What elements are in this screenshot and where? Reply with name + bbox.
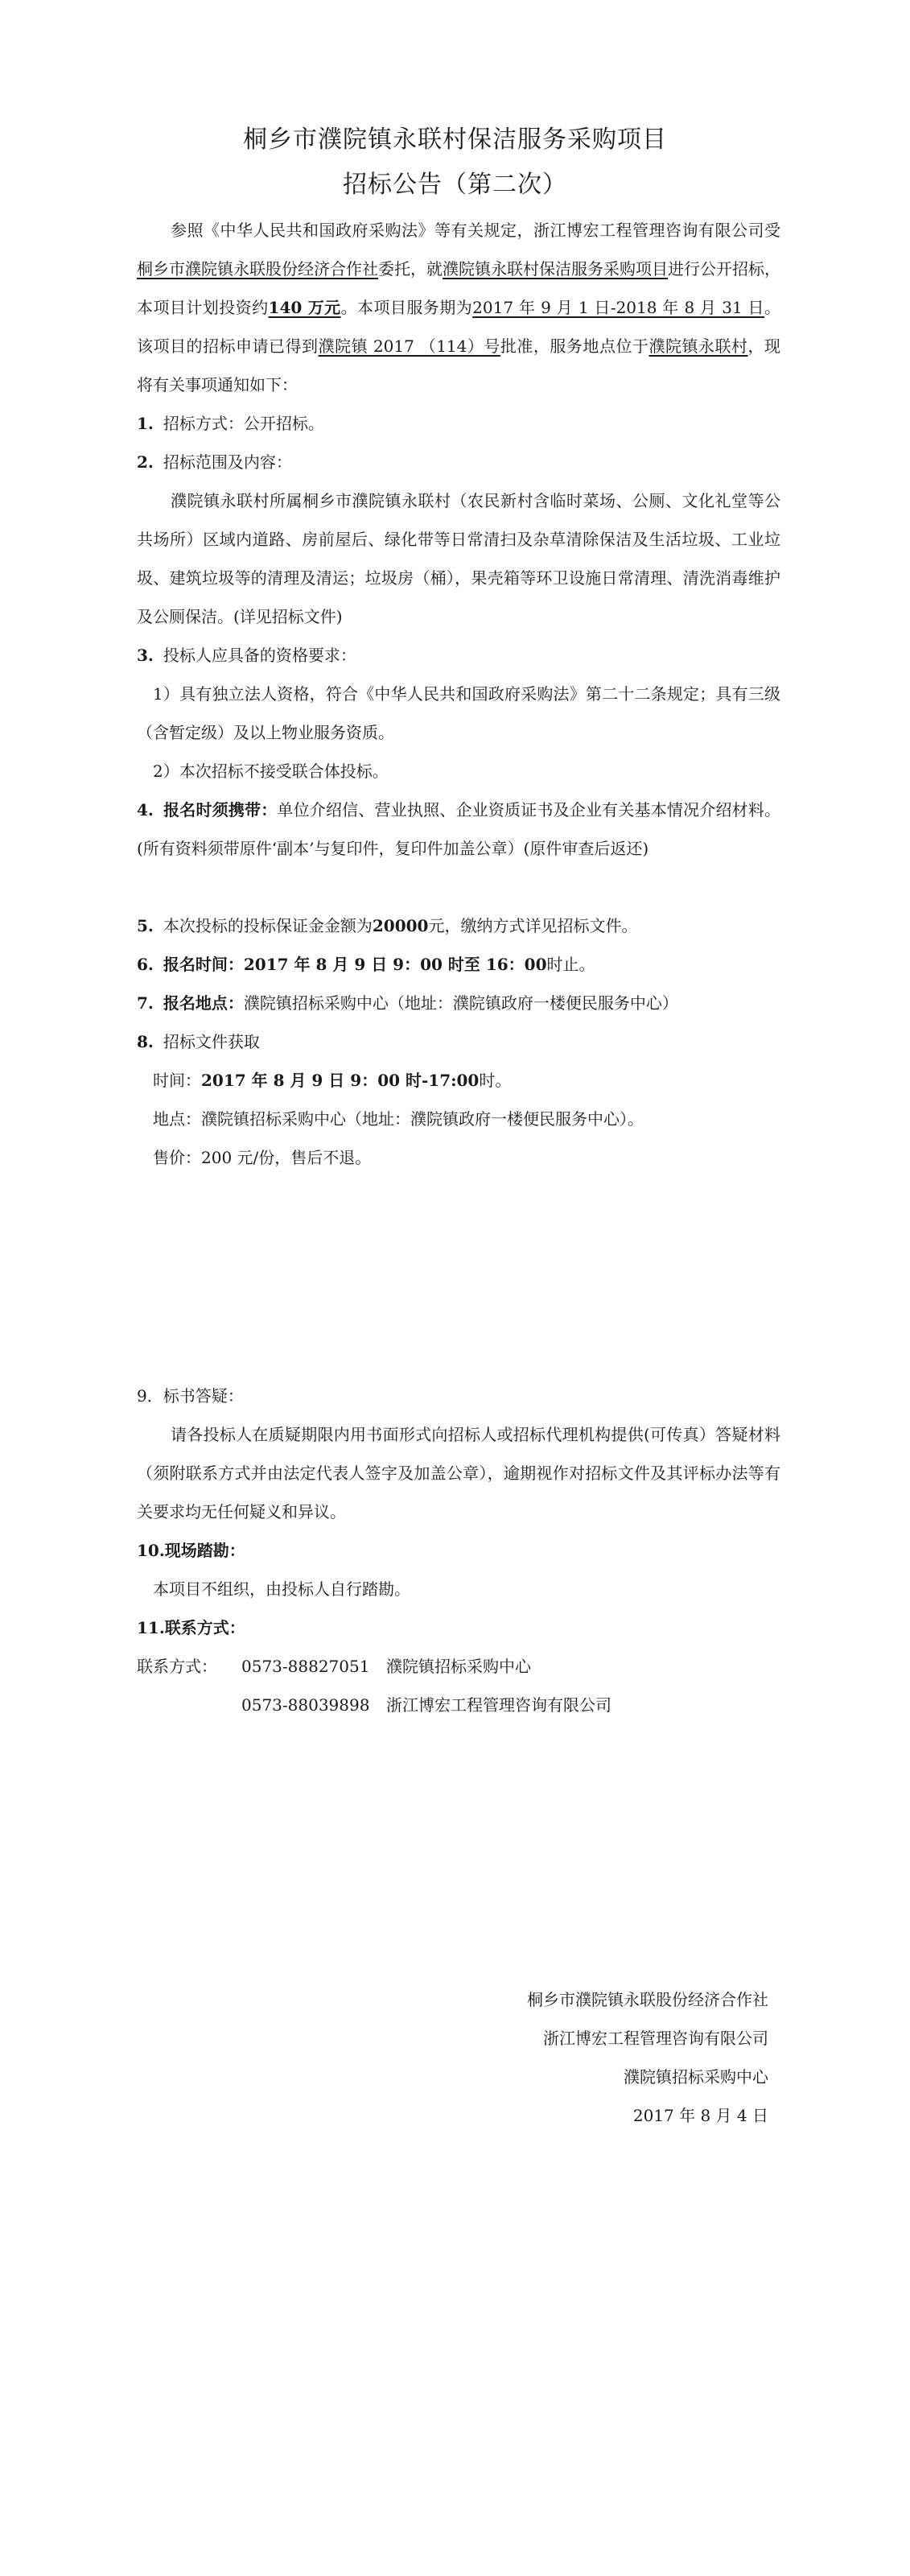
section-11-heading: 联系方式： [164,1618,245,1637]
section-1-heading: 招标方式： [163,414,244,433]
section-4-heading: 报名时须携带： [163,800,278,819]
section-3-item-1: 1）具有独立法人资格，符合《中华人民共和国政府采购法》第二十二条规定；具有三级（含暂定级）及以上物业服务资质。 [137,684,780,742]
budget-amount: 140 万元 [268,298,341,317]
intro-text-5: 。该项目的招标申请已得到 [137,298,780,356]
section-1 [137,404,780,443]
contact-phone-1: 0573-88827051 [241,1657,370,1676]
intro-text-1: 参照《中华人民共和国政府采购法》等有关规定，浙江博宏工程管理咨询有限公司受 [171,221,780,240]
section-10-number: 10. [137,1541,165,1560]
section-2-text: 濮院镇永联村所属桐乡市濮院镇永联村（农民新村含临时菜场、公厕、文化礼堂等公共场所）区域内道路、房前屋后、绿化带等日常清扫及杂草清除保洁及生活垃圾、工业垃圾、建筑垃圾等的清理及清运；垃圾房（桶），果壳箱等环卫设施日常清理、清洗消毒维护及公厕保洁。(详见招标文件) [137,491,780,626]
signature-date: 2017 年 8 月 4 日 [632,2106,768,2125]
section-4 [137,791,780,868]
section-5 [137,906,780,945]
section-9-text: 请各投标人在质疑期限内用书面形式向招标人或招标代理机构提供(可传真）答疑材料（须附联系方式并由法定代表人签字及加盖公章），逾期视作对招标文件及其评标办法等有关要求均无任何疑义和异议。 [137,1425,780,1521]
signatory-3: 濮院镇招标采购中心 [624,2067,768,2087]
section-10-heading: 现场踏勘： [164,1541,245,1560]
section-1-number: 1. [137,414,154,433]
contact-row-2 [137,1686,780,1724]
section-11-number: 11. [137,1618,165,1637]
section-2-number: 2. [137,452,154,472]
section-3 [137,636,780,791]
section-3-heading: 投标人应具备的资格要求： [163,646,356,665]
doc-time-label: 时间： [153,1071,201,1090]
intro-text-7: ，现将有关事项通知如下： [137,336,781,394]
bid-bond-amount: 20000 [372,916,429,935]
section-5-text-b: 元，缴纳方式详见招标文件。 [428,916,638,935]
signature-block [527,1980,768,2135]
section-9-heading: 标书答疑： [163,1386,244,1406]
contact-org-1: 濮院镇招标采购中心 [386,1657,531,1676]
doc-time-tail: 时。 [479,1071,512,1090]
section-9 [137,1377,780,1531]
intro-text-3: 进行公开招标，本项目计划投资约 [137,259,780,317]
document-title: 桐乡市濮院镇永联村保洁服务采购项目 [243,126,667,154]
section-1-text: 公开招标。 [243,414,324,433]
section-7-heading: 报名地点： [163,993,244,1013]
contact-label: 联系方式： [137,1657,217,1676]
section-8-number: 8. [137,1032,154,1051]
contact-row-1 [137,1647,780,1686]
section-11 [137,1608,780,1724]
section-4-number: 4. [137,800,154,819]
purchaser-name: 桐乡市濮院镇永联股份经济合作社 [137,259,378,279]
section-10-text: 本项目不组织，由投标人自行踏勘。 [153,1579,410,1599]
approval-number: 濮院镇 2017 （114）号 [318,336,500,356]
section-2 [137,443,780,636]
contact-phone-2: 0573-88039898 [241,1695,370,1715]
service-period: 2017 年 9 月 1 日-2018 年 8 月 31 日 [472,298,764,317]
section-6 [137,945,780,984]
section-3-number: 3. [137,646,154,665]
section-6-number: 6. [137,955,154,974]
service-location: 濮院镇永联村 [649,336,748,356]
intro-paragraph [137,211,780,404]
signatory-2: 浙江博宏工程管理咨询有限公司 [543,2029,768,2048]
doc-acquisition-place: 地点：濮院镇招标采购中心（地址：濮院镇政府一楼便民服务中心）。 [153,1109,644,1129]
section-5-number: 5. [137,916,154,935]
section-8-heading: 招标文件获取 [163,1032,260,1051]
registration-time: 2017 年 8 月 9 日 9：00 时至 16：00 [243,955,547,974]
signatory-1: 桐乡市濮院镇永联股份经济合作社 [527,1990,768,2009]
section-7-number: 7. [137,993,154,1013]
document-subtitle: 招标公告（第二次） [343,171,567,199]
section-7-text: 濮院镇招标采购中心（地址：濮院镇政府一楼便民服务中心） [243,993,678,1013]
section-9-number: 9． [137,1386,163,1406]
contact-org-2: 浙江博宏工程管理咨询有限公司 [386,1695,611,1715]
section-6-tail: 时止。 [546,955,595,974]
intro-text-2: 委托，就 [378,259,443,279]
section-6-heading: 报名时间： [163,955,244,974]
section-8 [137,1022,780,1177]
intro-text-4: 。本项目服务期为 [340,298,473,317]
doc-acquisition-time: 2017 年 8 月 9 日 9：00 时-17:00 [201,1071,480,1090]
section-5-text-a: 本次投标的投标保证金金额为 [163,916,373,935]
section-4-text: 单位介绍信、营业执照、企业资质证书及企业有关基本情况介绍材料。(所有资料须带原件‘副本’与复印件，复印件加盖公章）(原件审查后返还) [137,800,781,858]
section-7 [137,984,780,1022]
doc-price: 售价：200 元/份，售后不退。 [153,1148,372,1167]
section-10 [137,1531,780,1608]
intro-text-6: 批准，服务地点位于 [500,336,649,356]
project-name: 濮院镇永联村保洁服务采购项目 [443,259,668,279]
section-2-heading: 招标范围及内容： [163,452,292,472]
section-3-item-2: 2）本次招标不接受联合体投标。 [153,762,389,781]
